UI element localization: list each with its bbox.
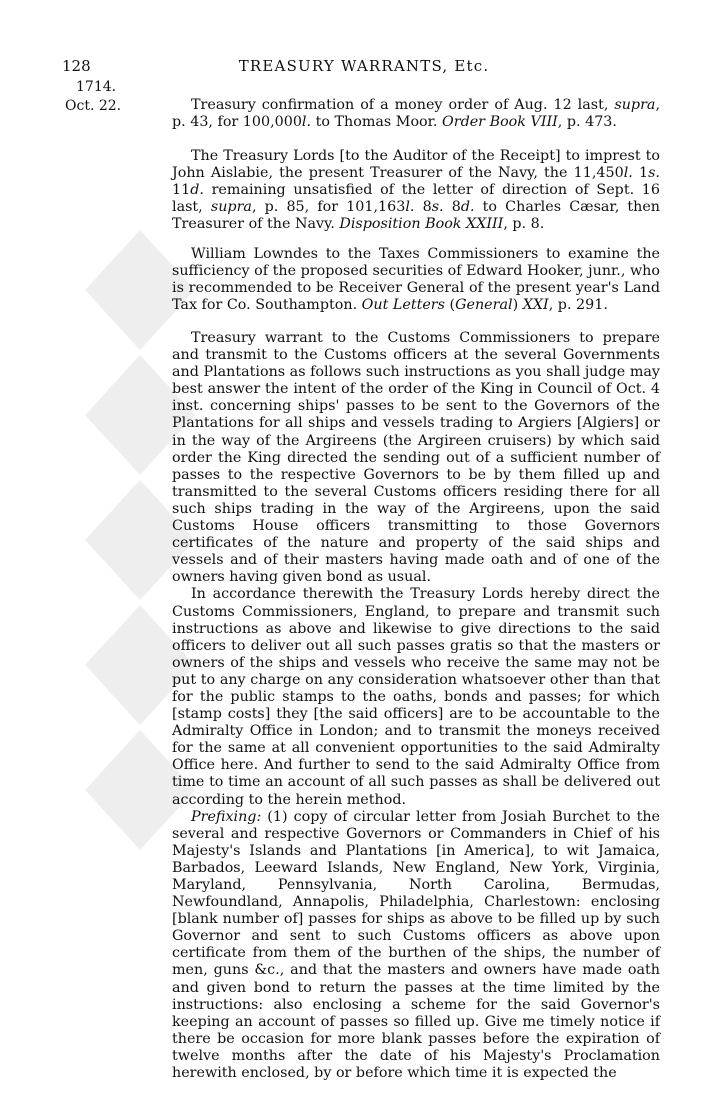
entry-text: ( [444, 297, 456, 314]
entry-paragraph: In accordance therewith the Treasury Lords hereby direct the Customs Commissioners, England, to prepare and transmit such instructions as above and likewise to give directions to the said officers to deliver out all such passes gratis so that the masters or owners of the ships and vessels who receive the same may not be put to any charge on any consideration whatsoever other than that for the public stamps to the oaths, bonds and passes; for which [stamp costs] they [the said officers] are to be accountable to the Admiralty Office in London; and to transmit the moneys received for the same at all convenient opportunities to the said Admiralty Office here. And further to send to the said Admiralty Office from time to time an account of all such passes as shall be delivered out according to the herein method. [172, 586, 660, 808]
entry-text: remaining unsatisfied of the letter of direction of Sept. 16 last, [172, 182, 660, 216]
entry-text-italic: l. [301, 114, 312, 131]
entry-text-italic: s. [431, 199, 444, 216]
margin-year: 1714. [76, 79, 117, 95]
entry-text: 11 [172, 182, 191, 199]
entry-paragraph-prefixing [172, 809, 660, 1083]
source-reference: XXI [522, 297, 549, 314]
prefixing-text: (1) copy of circular letter from Josiah Burchet to the several and respective Governors or Commanders in Chief of his Majesty's Islands and Plantations [in America], to wit Jamaica, Barbados, Leeward Islands, New England, New York, Virginia, Maryland, Pennsylvania, North Carolina, Bermudas, Newfoundland, Annapolis, Philadelphia, Charlestown: enclosing [blank number of] passes for ships as above to be filled up by such Governor and sent to such Customs officers as above upon certificate from them of the burthen of the ships, the number of men, guns &c., and that the masters and owners have made oath and given bond to return the passes at the time limited by the instructions: also enclosing a scheme for the said Governor's keeping an account of passes so filled up. Give me timely notice if there be occasion for more blank passes before the expiration of twelve months after the date of his Majesty's Proclamation herewith enclosed, by or before which time it is expected the [172, 808, 660, 1082]
margin-date: Oct. 22. [65, 98, 122, 114]
source-reference: Order Book VIII [442, 114, 558, 131]
entry-ships-passes-warrant [172, 330, 660, 1082]
entry-imprest-navy [172, 148, 660, 233]
entry-text-italic: d. [190, 182, 204, 199]
entry-text: to Charles Cæsar, then Treasurer of the Navy. [172, 199, 660, 233]
source-reference: Disposition Book XXIII [339, 216, 504, 233]
entry-text-italic: d. [460, 199, 475, 216]
entry-text: , p. 43, for 100,000 [172, 97, 660, 131]
entry-text: The Treasury Lords [to the Auditor of the Receipt] to imprest to John Aislabie, the present Treasurer of the Navy, the 11,450 [172, 148, 660, 182]
entry-text: ) [512, 297, 523, 314]
source-reference: Out Letters [361, 297, 445, 314]
entry-text-italic: l. [405, 199, 415, 216]
entry-text: William Lowndes to the Taxes Commissioners to examine the sufficiency of the proposed securities of Edward Hooker, junr., who is recommended to be Receiver General of the present year's Land Tax for Co. Southampton. [172, 246, 660, 314]
prefixing-label: Prefixing: [191, 808, 262, 825]
entry-text-italic: supra [210, 199, 252, 216]
running-title: TREASURY WARRANTS, Etc. [238, 57, 490, 75]
entry-paragraph [172, 246, 660, 314]
entry-text: , p. 473. [557, 114, 617, 131]
entry-money-order [172, 97, 660, 131]
entry-text-italic: s. [648, 165, 660, 182]
page-number: 128 [62, 57, 91, 75]
entry-text-italic: l. [623, 165, 633, 182]
entry-paragraph [172, 148, 660, 233]
entry-text: , p. 85, for 101,163 [251, 199, 406, 216]
entry-paragraph [172, 97, 660, 131]
source-reference: General [455, 297, 513, 314]
entry-text: 1 [632, 165, 649, 182]
entry-text: 8 [443, 199, 461, 216]
entry-land-tax-securities [172, 246, 660, 314]
entry-text: 8 [414, 199, 432, 216]
entry-text-italic: supra [614, 97, 656, 113]
entry-text: to Thomas Moor. [311, 114, 443, 131]
entry-text: Treasury confirmation of a money order of Aug. 12 last, [191, 97, 615, 113]
entry-text: , p. 291. [548, 297, 608, 314]
entry-text: , p. 8. [503, 216, 545, 233]
page-header [0, 57, 728, 81]
entry-paragraph: Treasury warrant to the Customs Commissioners to prepare and transmit to the Customs officers at the several Governments and Plantations as follows such instructions as you shall judge may best answer the intent of the order of the King in Council of Oct. 4 inst. concerning ships' passes to be sent to the Governors of the Plantations for all ships and vessels trading to Argiers [Algiers] or in the way of the Argireens (the Argireen cruisers) by which said order the King directed the sending out of a sufficient number of passes to the respective Governors to be by them filled up and transmitted to the several Customs officers residing there for all such ships trading in the way of the Argireens, upon the said Customs House officers transmitting to those Governors certificates of the nature and property of the said ships and vessels and of their masters having made oath and of one of the owners having given bond as usual. [172, 330, 660, 586]
